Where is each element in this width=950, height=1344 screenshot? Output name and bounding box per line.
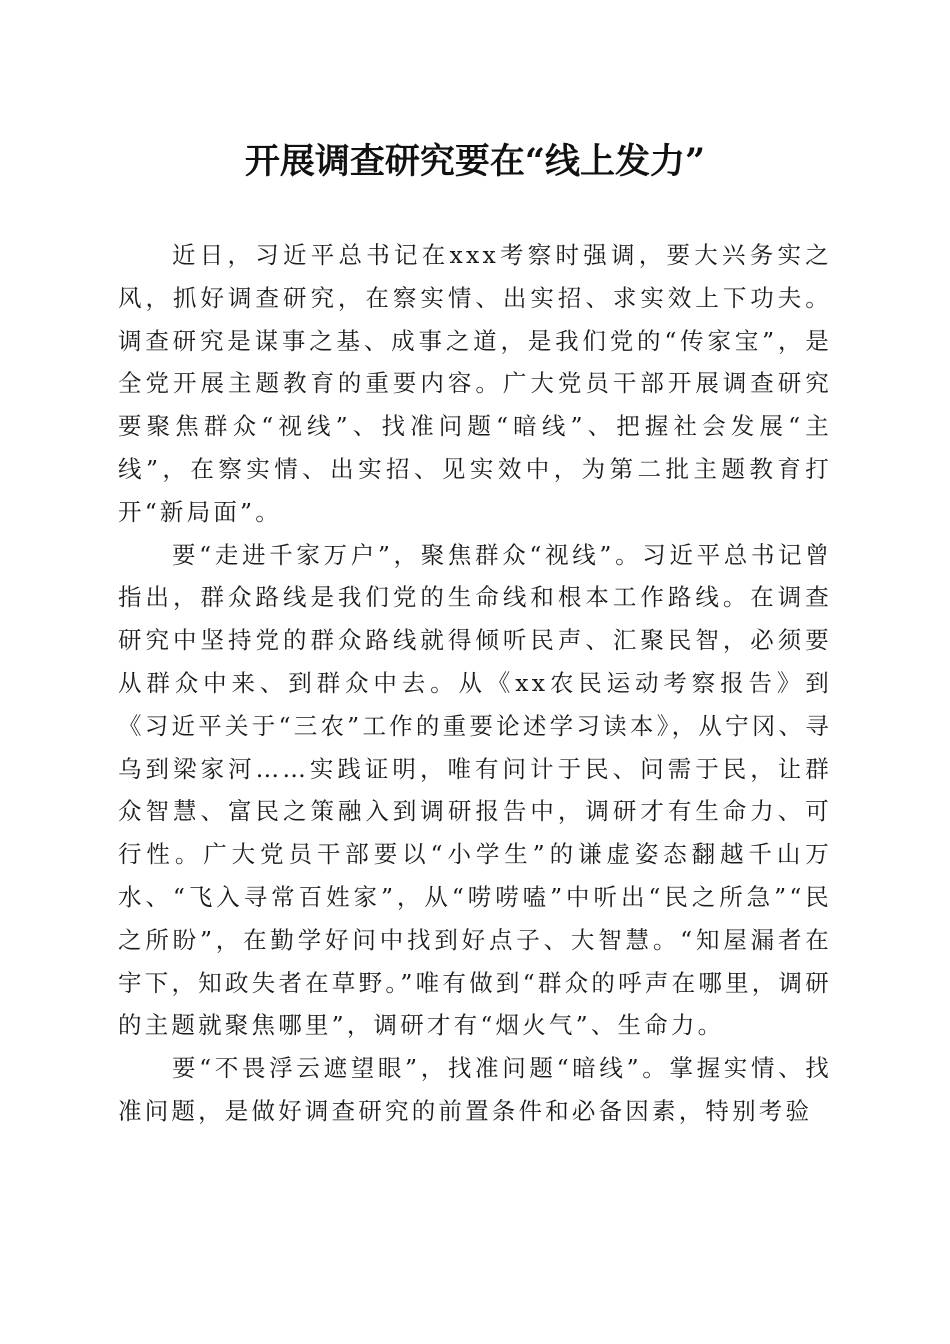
paragraph-problem-hidden-line: 要“不畏浮云遮望眼”，找准问题“暗线”。掌握实情、找准问题，是做好调查研究的前置条件和必备因素，特别考验 — [118, 1054, 832, 1125]
paragraph-masses-sightline: 要“走进千家万户”，聚焦群众“视线”。习近平总书记曾指出，群众路线是我们党的生命线和根本工作路线。在调查研究中坚持党的群众路线就得倾听民声、汇聚民智，必须要从群众中来、到群众中去。从《xx农民运动考察报告》到《习近平关于“三农”工作的重要论述学习读本》，从宁冈、寻乌到梁家河……实践证明，唯有问计于民、问需于民，让群众智慧、富民之策融入到调研报告中，调研才有生命力、可行性。广大党员干部要以“小学生”的谦虚姿态翻越千山万水、“飞入寻常百姓家”，从“唠唠嗑”中听出“民之所急”“民之所盼”，在勤学好问中找到好点子、大智慧。“知屋漏者在宇下，知政失者在草野。”唯有做到“群众的呼声在哪里，调研的主题就聚焦哪里”，调研才有“烟火气”、生命力。 — [118, 540, 832, 1040]
document-title: 开展调查研究要在“线上发力” — [244, 141, 706, 182]
paragraph-intro: 近日，习近平总书记在xxx考察时强调，要大兴务实之风，抓好调查研究，在察实情、出实招、求实效上下功夫。调查研究是谋事之基、成事之道，是我们党的“传家宝”，是全党开展主题教育的重要内容。广大党员干部开展调查研究要聚焦群众“视线”、找准问题“暗线”、把握社会发展“主线”，在察实情、出实招、见实效中，为第二批主题教育打开“新局面”。 — [118, 241, 832, 526]
document-body — [118, 234, 832, 1133]
